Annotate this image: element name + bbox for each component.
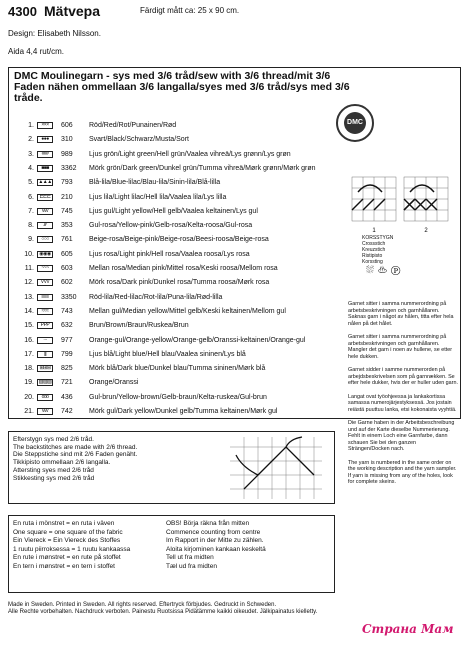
copyright-footer: [8, 602, 317, 616]
row-symbol: ooo: [37, 394, 53, 401]
square-line: One square = one square of the fabric: [13, 528, 123, 536]
dmc-code: 3362: [61, 164, 77, 172]
dmc-code: 721: [61, 379, 73, 387]
dmc-code: 742: [61, 408, 73, 415]
dmc-code: 977: [61, 336, 73, 344]
row-symbol: VVV: [37, 279, 53, 286]
row-number: 4.: [28, 164, 34, 172]
row-symbol: ×××: [37, 122, 53, 129]
row-symbol: ▲▲▲: [38, 179, 52, 186]
row-number: 13.: [24, 293, 34, 301]
row-symbol: ▨▨▨: [38, 379, 52, 386]
color-name: Gul-rosa/Yellow-pink/Gelb-rosa/Kelta-roosa/Gul-rosa: [89, 222, 253, 230]
row-number: 3.: [28, 150, 34, 158]
row-symbol: ···: [37, 337, 53, 344]
row-number: 17.: [24, 350, 34, 358]
dmc-code: 745: [61, 207, 73, 215]
dmc-code: 793: [61, 179, 73, 187]
wash-icon: ⛆: [366, 265, 378, 276]
pattern-title: Mätvepa: [44, 3, 101, 19]
color-name: Mellan rosa/Median pink/Mittel rosa/Keski roosa/Mellom rosa: [89, 265, 278, 272]
finished-size: Färdigt mått ca: 25 x 90 cm.: [140, 6, 240, 15]
color-name: Mörk blå/Dark blue/Dunkel blau/Tumma sininen/Mørk blå: [89, 365, 266, 373]
note-paragraph: Garnet sitter i samma nummerordning på arbetsbeskrivningen och garnhållaren. Saknas garn i något av hålen, titta efter hela nålen på det hålet.: [348, 301, 454, 327]
watermark-text: Страна Мам: [362, 622, 454, 636]
dmc-code: 606: [61, 122, 73, 129]
centre-line: Aloita kirjominen kankaan keskeltä: [166, 545, 266, 553]
color-name: Svart/Black/Schwarz/Musta/Sort: [89, 136, 189, 144]
color-name: Blå-lila/Blue-lilac/Blau-lila/Sinin-lila/Blå-lilla: [89, 179, 221, 187]
dmc-code: 799: [61, 350, 73, 358]
centre-line: Im Rapport in der Mitte zu zählen.: [166, 537, 264, 545]
dmc-logo-icon: [336, 104, 374, 142]
note-paragraph: Langat ovat työohjeessa ja lankakortissa samassa numerojärjestyksessä. Jos jostain reiästä puuttuu lanka, etsi kokonaista vyyhtiä.: [348, 393, 457, 413]
note-paragraph: Garnet sidder i samme nummerorden på arbejdsbeskrivelsen som på garnrækken. Se efter hele dukker, hvis der er huller uden garn.: [348, 367, 458, 386]
row-symbol: ⊞⊞⊞: [37, 365, 53, 372]
dmc-logo-text: DMC: [344, 112, 366, 134]
yarn-order-notes: [348, 301, 458, 493]
color-name: Ljus rosa/Light pink/Hell rosa/Vaalea roosa/Lys rosa: [89, 250, 250, 258]
row-symbol: ■■■: [37, 165, 53, 172]
note-paragraph: Garnet sitter i samma nummerordning på arbetsbeskrivningen och garnhållaren. Mangler det garn i noen av hullene, se etter hele dukken.: [348, 334, 452, 360]
dmc-code: 632: [61, 322, 73, 330]
dmc-code: 353: [61, 222, 73, 230]
note-paragraph: The yarn is numbered in the same order on the working description and the yarn sampler. If yarn is missing from any of the holes, look for complete skeins.: [348, 459, 457, 485]
backstitch-line: Efterstygn sys med 2/6 tråd.: [13, 436, 94, 443]
backstitch-line: Tikkipisto ommellaan 2/6 langalla.: [13, 459, 111, 467]
site-watermark: [362, 622, 454, 636]
dry-clean-icon: Ⓟ: [390, 265, 405, 276]
footer-line: Alle Rechte vorbehalten. Nachdruck verboten. Painestu Ruotsissa Pidätämme kaikki oikeudet. Jälkipainatus kielletty.: [8, 609, 318, 615]
row-number: 18.: [24, 365, 34, 373]
dmc-code: 436: [61, 393, 73, 401]
stitch-name: KORSSTYGN: [362, 235, 394, 241]
row-number: 19.: [24, 379, 34, 387]
stitch-name: Ristipisto: [362, 253, 383, 259]
row-symbol: vvv: [37, 208, 53, 215]
centre-line: Tell ut fra midten: [166, 554, 214, 562]
row-symbol: PPP: [37, 322, 53, 329]
stitch-name-list: [362, 235, 393, 265]
row-symbol: ●●●: [37, 136, 53, 143]
row-number: 11.: [24, 265, 34, 272]
row-number: 14.: [24, 307, 34, 315]
backstitch-instructions: [13, 436, 137, 482]
row-number: 21.: [24, 408, 34, 415]
dmc-code: 310: [61, 136, 73, 144]
dmc-code: 825: [61, 365, 73, 373]
square-line: En ruta i mönstret = en ruta i väven: [13, 520, 115, 527]
iron-icon: ♨: [378, 265, 391, 276]
row-symbol: ⊏⊏⊏: [37, 194, 53, 201]
square-line: En tern i mønstret = en tern i stoffet: [13, 562, 115, 570]
row-symbol: ○○○: [37, 236, 53, 243]
row-number: 12.: [24, 279, 34, 287]
row-number: 5.: [28, 179, 34, 187]
color-name: Orange-gul/Orange-yellow/Orange-gelb/Oranssi-keltainen/Orange-gul: [89, 336, 306, 344]
care-symbols: [366, 265, 404, 276]
row-symbol: |||: [37, 351, 53, 358]
row-number: 15.: [24, 322, 34, 330]
row-symbol: ///: [37, 222, 53, 229]
centre-line: OBS! Börja räkna från mitten: [166, 520, 250, 527]
square-equivalence: [13, 520, 163, 572]
color-name: Gul-brun/Yellow-brown/Gelb-braun/Kelta-ruskea/Gul-brun: [89, 393, 267, 401]
row-number: 7.: [28, 207, 34, 215]
dmc-code: 603: [61, 265, 73, 272]
footer-line: Made in Sweden. Printed in Sweden. All rights reserved. Eftertryck förbjudes. Gedruckt in Schweden.: [8, 602, 277, 608]
row-number: 1.: [28, 122, 34, 129]
row-symbol: ~~~: [37, 265, 53, 272]
dmc-code: 761: [61, 236, 73, 244]
row-symbol: ≡≡≡: [37, 294, 53, 301]
fabric-count: Aida 4,4 rut/cm.: [8, 47, 65, 56]
note-paragraph: Die Garne haben in der Arbeitsbeschreibung und auf der Karte dieselbe Nummerierung. Fehlt in einem Loch eine Garnfarbe, dann schauen Sie bei den ganzen Strängen/Docken nach.: [348, 420, 455, 452]
row-symbol: ≈≈≈: [37, 308, 53, 315]
color-key-title: DMC Moulinegarn - sys med 3/6 tråd/sew with 3/6 thread/mit 3/6 Faden nähen ommellaan 3/6 langalla/syes med 3/6 tråd/sys med 3/6 tråde.: [14, 70, 350, 104]
cross-stitch-diagram: [350, 172, 450, 237]
backstitch-line: Stikkesting sys med 2/6 tråd: [13, 474, 95, 482]
color-name: Mellan gul/Median yellow/Mittel gelb/Keski keltainen/Mellom gul: [89, 307, 286, 315]
color-name: Ljus gul/Light yellow/Hell gelb/Vaalea keltainen/Lys gul: [89, 207, 258, 215]
dmc-code: 989: [61, 150, 73, 158]
backstitch-diagram: [222, 433, 332, 503]
row-number: 10.: [24, 250, 34, 258]
dmc-code: 602: [61, 279, 73, 287]
row-symbol: vvv: [37, 408, 53, 415]
backstitch-line: The backstitches are made with 2/6 thread.: [13, 443, 138, 451]
pattern-number: 4300: [8, 4, 37, 19]
square-line: En rute i mønstret = en rute på stoffet: [13, 554, 121, 562]
row-number: 6.: [28, 193, 34, 201]
row-number: 20.: [24, 393, 34, 401]
color-name: Ljus grön/Light green/Hell grün/Vaalea vihreä/Lys grønn/Lys grøn: [89, 150, 291, 158]
color-name: Brun/Brown/Braun/Ruskea/Brun: [89, 322, 189, 330]
backstitch-line: Attersting syes med 2/6 tråd: [13, 466, 94, 474]
color-name: Beige-rosa/Beige-pink/Beige-rosa/Beesi-roosa/Beige-rosa: [89, 236, 269, 244]
designer: Design: Elisabeth Nilsson.: [8, 29, 101, 38]
stitch-name: Korssting: [362, 259, 383, 265]
color-name: Röd-lila/Red-lilac/Rot-lila/Puna-lila/Rød-lilla: [89, 293, 223, 301]
count-from-centre: [166, 520, 331, 572]
row-number: 16.: [24, 336, 34, 344]
stitch-name: Crossstich: [362, 241, 386, 247]
row-number: 9.: [28, 236, 34, 244]
stitch-number-2: 2: [424, 228, 428, 234]
color-name: Mörk grön/Dark green/Dunkel grün/Tumma vihreä/Mørk grønn/Mørk grøn: [89, 164, 316, 172]
centre-line: Tæl ud fra midten: [166, 562, 217, 570]
stitch-number-1: 1: [372, 228, 376, 234]
row-symbol: ###: [37, 151, 53, 158]
row-symbol: ◉◉◉: [37, 251, 53, 258]
dmc-code: 605: [61, 250, 73, 258]
square-line: Ein Viereck = Ein Viereck des Stoffes: [13, 537, 121, 545]
row-number: 8.: [28, 222, 34, 230]
dmc-code: 743: [61, 307, 73, 315]
color-name: Mörk rosa/Dark pink/Dunkel rosa/Tumma roosa/Mørk rosa: [89, 279, 270, 287]
dmc-code: 3350: [61, 293, 77, 301]
color-name: Röd/Red/Rot/Punainen/Rød: [89, 122, 177, 129]
color-name: Orange/Oranssi: [89, 379, 139, 387]
color-name: Mörk gul/Dark yellow/Dunkel gelb/Tumma keltainen/Mørk gul: [89, 408, 278, 415]
backstitch-line: Die Steppstiche sind mit 2/6 Faden genäht.: [13, 451, 138, 459]
square-line: 1 ruutu piirroksessa = 1 ruutu kankaassa: [13, 545, 131, 553]
stitch-name: Kreuzstich: [362, 247, 386, 253]
centre-line: Commence counting from centre: [166, 528, 261, 536]
color-name: Ljus lila/Light lilac/Hell lila/Vaalea lila/Lys lilla: [89, 193, 227, 201]
row-number: 2.: [28, 136, 34, 144]
color-name: Ljus blå/Light blue/Hell blau/Vaalea sininen/Lys blå: [89, 350, 246, 358]
dmc-code: 210: [61, 193, 73, 201]
